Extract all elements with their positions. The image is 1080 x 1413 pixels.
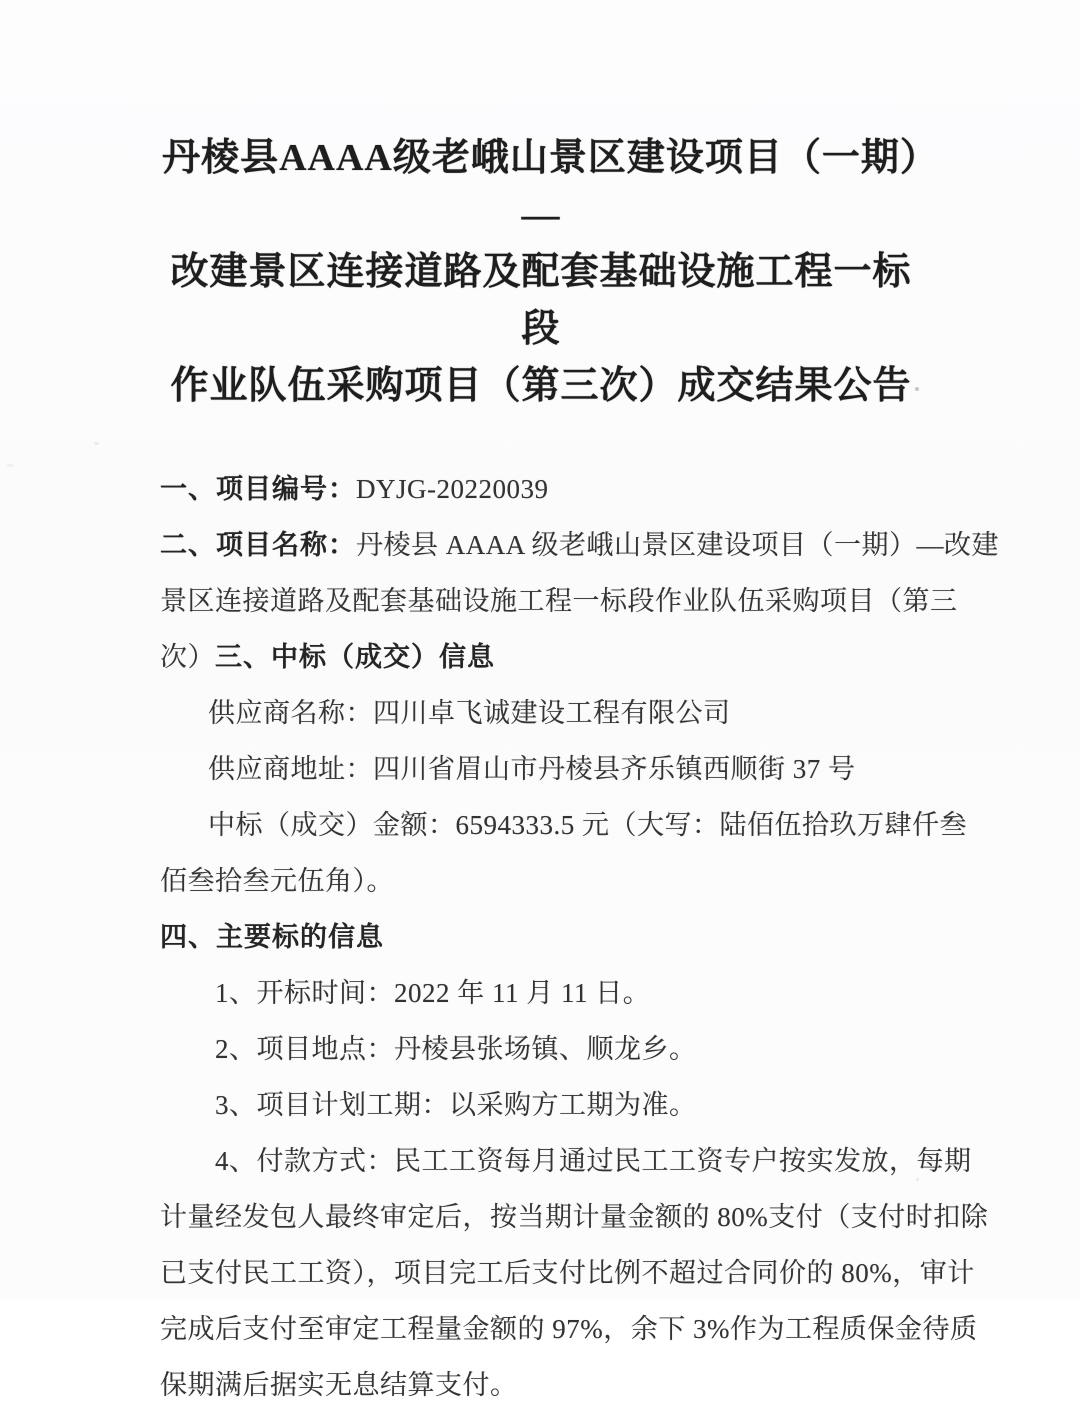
award-info-heading: 三、中标（成交）信息 bbox=[215, 642, 495, 672]
bid-info-heading: 四、主要标的信息 bbox=[160, 922, 384, 952]
bid-item-4-line-5: 保期满后据实无息结算支付。 bbox=[160, 1370, 518, 1400]
bid-item-1: 1、开标时间：2022 年 11 月 11 日。 bbox=[215, 978, 651, 1008]
document-title bbox=[160, 0, 922, 415]
project-number-label: 一、项目编号： bbox=[160, 474, 356, 504]
award-amount-line-1: 中标（成交）金额：6594333.5 元（大写：陆佰伍拾玖万肆仟叁 bbox=[208, 810, 967, 840]
bid-item-2: 2、项目地点：丹棱县张场镇、顺龙乡。 bbox=[215, 1034, 697, 1064]
title-line-3: 作业队伍采购项目（第三次）成交结果公告 bbox=[170, 365, 912, 407]
project-name-line-2: 景区连接道路及配套基础设施工程一标段作业队伍采购项目（第三 bbox=[160, 586, 958, 616]
project-name-label: 二、项目名称： bbox=[160, 530, 356, 560]
bid-item-4-line-4: 完成后支付至审定工程量金额的 97%，余下 3%作为工程质保金待质 bbox=[160, 1314, 978, 1344]
bid-item-4-line-3: 已支付民工工资），项目完工后支付比例不超过合同价的 80%，审计 bbox=[160, 1258, 975, 1288]
project-name-text-1: 丹棱县 AAAA 级老峨山景区建设项目（一期）—改建 bbox=[356, 530, 1000, 560]
title-line-2: 改建景区连接道路及配套基础设施工程一标段 bbox=[170, 251, 912, 350]
document-body bbox=[160, 461, 1000, 1413]
award-info-heading-line bbox=[160, 629, 922, 685]
bid-item-4-line-2: 计量经发包人最终审定后，按当期计量金额的 80%支付（支付时扣除 bbox=[160, 1202, 989, 1232]
project-number-value: DYJG-20220039 bbox=[356, 474, 549, 504]
title-line-1: 丹棱县AAAA级老峨山景区建设项目（一期）— bbox=[162, 137, 920, 236]
supplier-address-line: 供应商地址：四川省眉山市丹棱县齐乐镇西顺街 37 号 bbox=[208, 754, 856, 784]
project-name-line-1 bbox=[160, 517, 1000, 573]
bid-item-3: 3、项目计划工期：以采购方工期为准。 bbox=[215, 1090, 697, 1120]
supplier-name-line: 供应商名称：四川卓飞诚建设工程有限公司 bbox=[208, 698, 731, 728]
bid-item-4-line-1: 4、付款方式：民工工资每月通过民工工资专户按实发放，每期 bbox=[215, 1146, 972, 1176]
award-amount-line-2: 佰叁拾叁元伍角）。 bbox=[160, 866, 394, 896]
project-number-line bbox=[160, 461, 922, 517]
project-name-text-3: 次） bbox=[160, 642, 215, 672]
